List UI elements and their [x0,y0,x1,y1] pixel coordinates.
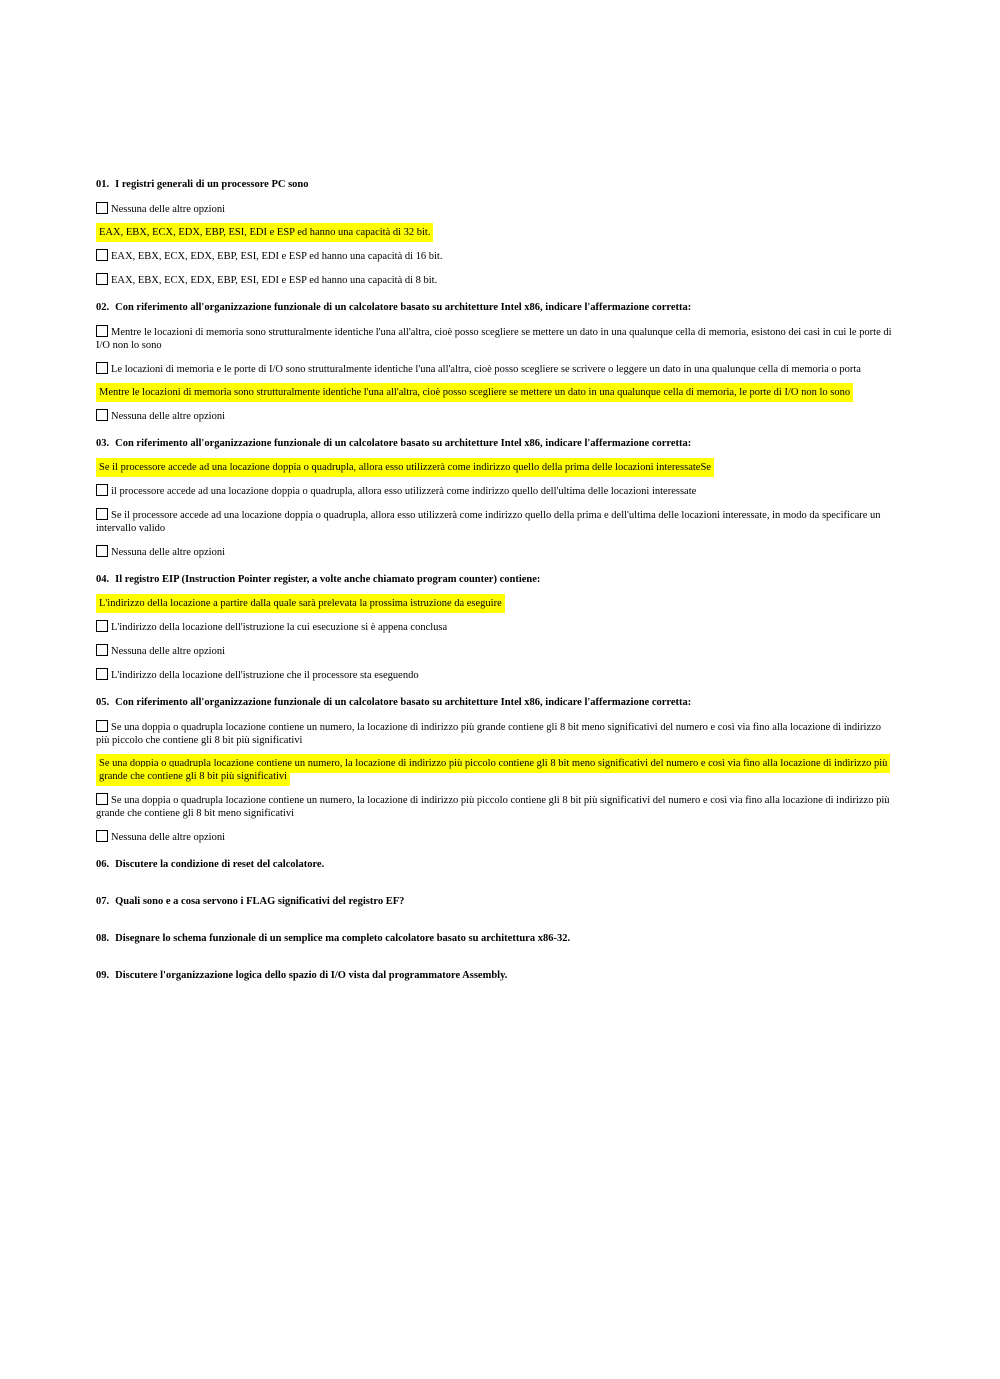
question-number: 06. [96,859,110,870]
answer-option[interactable] [96,325,892,352]
checkbox-icon[interactable] [96,362,108,374]
answer-option[interactable] [96,484,892,498]
checkbox-icon[interactable] [96,325,108,337]
answer-option[interactable] [96,362,892,376]
checkbox-icon[interactable] [96,202,108,214]
checkbox-icon[interactable] [96,545,108,557]
option-label: EAX, EBX, ECX, EDX, EBP, ESI, EDI e ESP ed hanno una capacità di 16 bit. [111,251,443,262]
question-08 [96,932,892,946]
option-label: Nessuna delle altre opzioni [111,547,226,558]
question-text: Con riferimento all'organizzazione funzionale di un calcolatore basato su architetture Intel x86, indicare l'affermazione corretta: [115,438,692,449]
question-title [96,895,892,909]
checkbox-icon[interactable] [96,620,108,632]
answer-option[interactable] [96,202,892,216]
option-label: Se una doppia o quadrupla locazione contiene un numero, la locazione di indirizzo più piccolo contiene gli 8 bit più significativi del numero e così via fino alla locazione di indirizzo più grande che contiene gli 8 bit meno significativi [96,795,890,819]
answer-option-correct[interactable] [96,386,892,399]
question-title [96,932,892,946]
option-label: Mentre le locazioni di memoria sono strutturalmente identiche l'una all'altra, cioè posso scegliere se mettere un dato in una qualunque cella di memoria, le porte di I/O non lo sono [96,383,853,402]
option-label: L'indirizzo della locazione dell'istruzione che il processore sta eseguendo [111,670,419,681]
question-02 [96,301,892,423]
option-label: L'indirizzo della locazione a partire dalla quale sarà prelevata la prossima istruzione da eseguire [96,594,505,613]
option-label: il processore accede ad una locazione doppia o quadrupla, allora esso utilizzerà come indirizzo quello dell'ultima delle locazioni interessate [111,486,697,497]
question-title [96,573,892,587]
question-05 [96,696,892,844]
question-text: Quali sono e a cosa servono i FLAG significativi del registro EF? [115,896,405,907]
question-text: Con riferimento all'organizzazione funzionale di un calcolatore basato su architetture Intel x86, indicare l'affermazione corretta: [115,697,692,708]
question-01 [96,178,892,287]
question-03 [96,437,892,559]
option-label: Se il processore accede ad una locazione doppia o quadrupla, allora esso utilizzerà come indirizzo quello della prima e dell'ultima delle locazioni interessate, in modo da specificare un intervallo valido [96,510,881,534]
checkbox-icon[interactable] [96,508,108,520]
checkbox-icon[interactable] [96,720,108,732]
question-number: 08. [96,933,110,944]
checkbox-icon[interactable] [96,484,108,496]
answer-option[interactable] [96,830,892,844]
answer-option[interactable] [96,508,892,535]
question-title [96,437,892,451]
option-label: Nessuna delle altre opzioni [111,832,226,843]
option-label: EAX, EBX, ECX, EDX, EBP, ESI, EDI e ESP ed hanno una capacità di 32 bit. [96,223,433,242]
question-06 [96,858,892,872]
checkbox-icon[interactable] [96,644,108,656]
question-number: 04. [96,574,110,585]
question-title [96,858,892,872]
answer-option-correct[interactable] [96,597,892,610]
question-number: 07. [96,896,110,907]
option-label: Se una doppia o quadrupla locazione contiene un numero, la locazione di indirizzo più piccolo contiene gli 8 bit meno significativi del numero e così via fino alla locazione di indirizzo più grande che contiene gli 8 bit più significativi [96,754,890,786]
option-label: L'indirizzo della locazione dell'istruzione la cui esecuzione si è appena conclusa [111,622,448,633]
checkbox-icon[interactable] [96,273,108,285]
checkbox-icon[interactable] [96,249,108,261]
question-04 [96,573,892,682]
question-title [96,301,892,315]
option-label: Mentre le locazioni di memoria sono strutturalmente identiche l'una all'altra, cioè posso scegliere se mettere un dato in una qualunque cella di memoria, esistono dei casi in cui le porte di I/O non lo sono [96,327,892,351]
option-label: Nessuna delle altre opzioni [111,204,226,215]
answer-option[interactable] [96,720,892,747]
option-label: Se il processore accede ad una locazione doppia o quadrupla, allora esso utilizzerà come indirizzo quello della prima delle locazioni interessateSe [96,458,714,477]
answer-option[interactable] [96,409,892,423]
question-title [96,178,892,192]
option-label: EAX, EBX, ECX, EDX, EBP, ESI, EDI e ESP ed hanno una capacità di 8 bit. [111,275,438,286]
answer-option-correct[interactable] [96,461,892,474]
question-text: Disegnare lo schema funzionale di un semplice ma completo calcolatore basato su architettura x86-32. [115,933,571,944]
question-number: 05. [96,697,110,708]
option-label: Le locazioni di memoria e le porte di I/O sono strutturalmente identiche l'una all'altra, cioè posso scegliere se scrivere o leggere un dato in una qualunque cella di memoria o porta [111,364,861,375]
question-09 [96,969,892,983]
checkbox-icon[interactable] [96,793,108,805]
answer-option-correct[interactable] [96,226,892,239]
question-number: 01. [96,179,110,190]
option-label: Nessuna delle altre opzioni [111,411,226,422]
answer-option[interactable] [96,620,892,634]
option-label: Se una doppia o quadrupla locazione contiene un numero, la locazione di indirizzo più grande contiene gli 8 bit meno significativi del numero e così via fino alla locazione di indirizzo più piccolo che contiene gli 8 bit più significativi [96,722,882,746]
question-07 [96,895,892,909]
question-text: Con riferimento all'organizzazione funzionale di un calcolatore basato su architetture Intel x86, indicare l'affermazione corretta: [115,302,692,313]
answer-option[interactable] [96,644,892,658]
option-label: Nessuna delle altre opzioni [111,646,226,657]
question-number: 09. [96,970,110,981]
answer-option[interactable] [96,249,892,263]
question-number: 03. [96,438,110,449]
question-text: I registri generali di un processore PC sono [115,179,309,190]
question-title [96,969,892,983]
question-text: Discutere l'organizzazione logica dello spazio di I/O vista dal programmatore Assembly. [115,970,508,981]
answer-option[interactable] [96,668,892,682]
answer-option[interactable] [96,273,892,287]
answer-option-correct[interactable] [96,757,892,783]
checkbox-icon[interactable] [96,668,108,680]
checkbox-icon[interactable] [96,409,108,421]
question-text: Discutere la condizione di reset del calcolatore. [115,859,325,870]
exam-page [96,178,892,1006]
checkbox-icon[interactable] [96,830,108,842]
answer-option[interactable] [96,793,892,820]
question-title [96,696,892,710]
question-text: Il registro EIP (Instruction Pointer register, a volte anche chiamato program counter) contiene: [115,574,541,585]
answer-option[interactable] [96,545,892,559]
question-number: 02. [96,302,110,313]
